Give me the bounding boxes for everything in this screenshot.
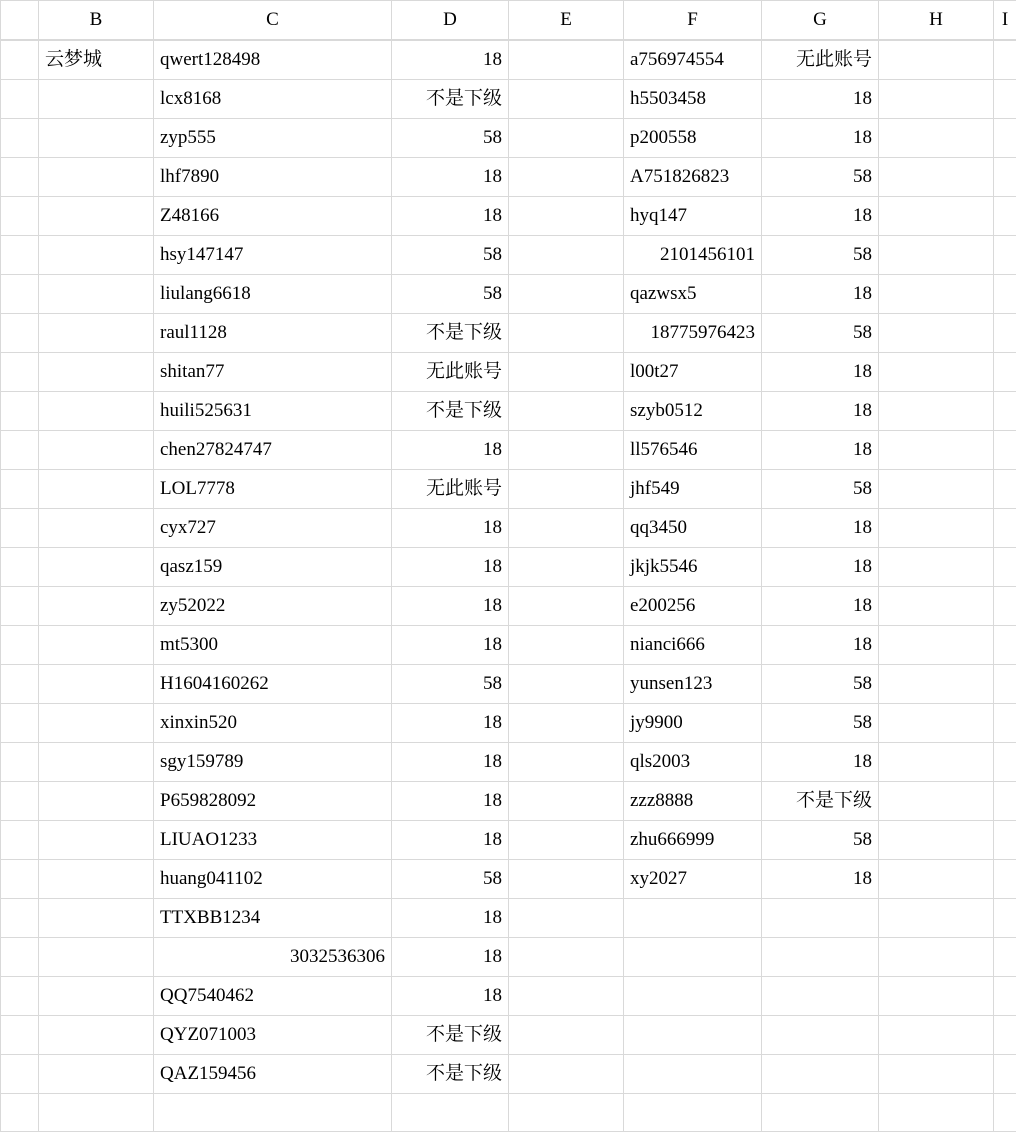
column-header-g[interactable]: G — [762, 1, 879, 40]
cell-col-a[interactable] — [1, 431, 39, 470]
cell-col-e[interactable] — [509, 860, 624, 899]
right-value-cell[interactable]: 不是下级 — [762, 782, 879, 821]
cell-col-e[interactable] — [509, 1016, 624, 1055]
cell-col-e[interactable] — [509, 431, 624, 470]
cell-col-e[interactable] — [509, 236, 624, 275]
cell-col-a[interactable] — [1, 158, 39, 197]
right-account-cell[interactable]: zhu666999 — [624, 821, 762, 860]
right-account-cell[interactable]: nianci666 — [624, 626, 762, 665]
cell-col-b[interactable] — [39, 587, 154, 626]
left-account-cell[interactable]: sgy159789 — [154, 743, 392, 782]
cell-col-h[interactable] — [879, 899, 994, 938]
left-account-cell[interactable]: shitan77 — [154, 353, 392, 392]
table-row — [1, 1055, 1016, 1094]
cell-col-b[interactable] — [39, 1016, 154, 1055]
cell-col-h[interactable] — [879, 1016, 994, 1055]
cell-col-a[interactable] — [1, 743, 39, 782]
right-account-cell[interactable] — [624, 899, 762, 938]
cell-col-b[interactable] — [39, 470, 154, 509]
left-value-cell[interactable]: 不是下级 — [392, 1016, 509, 1055]
table-row — [1, 158, 1016, 197]
table-row — [1, 665, 1016, 704]
cell-col-i[interactable] — [994, 1055, 1016, 1094]
right-value-cell[interactable]: 58 — [762, 236, 879, 275]
left-value-cell[interactable]: 18 — [392, 509, 509, 548]
cell-col-b[interactable] — [39, 431, 154, 470]
cell-col-a[interactable] — [1, 470, 39, 509]
left-value-cell[interactable]: 18 — [392, 548, 509, 587]
table-row — [1, 470, 1016, 509]
table-row — [1, 353, 1016, 392]
left-value-cell[interactable]: 无此账号 — [392, 353, 509, 392]
left-account-cell[interactable]: 3032536306 — [154, 938, 392, 977]
cell-partial[interactable] — [509, 1094, 624, 1132]
column-header-c[interactable]: C — [154, 1, 392, 40]
right-value-cell[interactable]: 18 — [762, 353, 879, 392]
cell-col-i[interactable] — [994, 665, 1016, 704]
left-value-cell[interactable]: 无此账号 — [392, 470, 509, 509]
table-row — [1, 548, 1016, 587]
right-account-cell[interactable]: A751826823 — [624, 158, 762, 197]
right-account-cell[interactable]: l00t27 — [624, 353, 762, 392]
right-account-cell[interactable]: 18775976423 — [624, 314, 762, 353]
cell-col-a[interactable] — [1, 236, 39, 275]
cell-partial[interactable] — [154, 1094, 392, 1132]
left-value-cell[interactable]: 18 — [392, 782, 509, 821]
right-account-cell[interactable]: qls2003 — [624, 743, 762, 782]
table-row — [1, 977, 1016, 1016]
right-value-cell[interactable]: 18 — [762, 587, 879, 626]
table-row-partial — [1, 1094, 1016, 1132]
cell-col-e[interactable] — [509, 41, 624, 80]
right-value-cell[interactable]: 18 — [762, 80, 879, 119]
right-account-cell[interactable]: hyq147 — [624, 197, 762, 236]
cell-col-a[interactable] — [1, 275, 39, 314]
left-value-cell[interactable]: 18 — [392, 743, 509, 782]
cell-col-b[interactable] — [39, 704, 154, 743]
cell-col-a[interactable] — [1, 119, 39, 158]
cell-col-e[interactable] — [509, 1055, 624, 1094]
right-account-cell[interactable]: a756974554 — [624, 41, 762, 80]
cell-col-i[interactable] — [994, 899, 1016, 938]
cell-partial[interactable] — [624, 1094, 762, 1132]
cell-col-b[interactable] — [39, 782, 154, 821]
cell-col-h[interactable] — [879, 626, 994, 665]
cell-col-h[interactable] — [879, 431, 994, 470]
left-account-cell[interactable]: chen27824747 — [154, 431, 392, 470]
cell-col-h[interactable] — [879, 743, 994, 782]
column-header-b[interactable]: B — [39, 1, 154, 40]
cell-col-i[interactable] — [994, 626, 1016, 665]
cell-col-b[interactable] — [39, 665, 154, 704]
right-account-cell[interactable] — [624, 938, 762, 977]
right-value-cell[interactable]: 无此账号 — [762, 41, 879, 80]
cell-col-a[interactable] — [1, 665, 39, 704]
column-header-a[interactable] — [1, 1, 39, 40]
cell-col-h[interactable] — [879, 470, 994, 509]
cell-col-b[interactable] — [39, 314, 154, 353]
table-row — [1, 782, 1016, 821]
cell-col-h[interactable] — [879, 119, 994, 158]
right-account-cell[interactable]: qq3450 — [624, 509, 762, 548]
cell-col-e[interactable] — [509, 119, 624, 158]
right-value-cell[interactable]: 58 — [762, 470, 879, 509]
cell-col-e[interactable] — [509, 743, 624, 782]
left-account-cell[interactable]: QQ7540462 — [154, 977, 392, 1016]
left-account-cell[interactable]: QAZ159456 — [154, 1055, 392, 1094]
right-value-cell[interactable]: 58 — [762, 704, 879, 743]
column-header-row — [1, 1, 1016, 40]
cell-col-i[interactable] — [994, 470, 1016, 509]
left-account-cell[interactable]: zy52022 — [154, 587, 392, 626]
cell-col-i[interactable] — [994, 821, 1016, 860]
cell-col-a[interactable] — [1, 626, 39, 665]
right-account-cell[interactable]: szyb0512 — [624, 392, 762, 431]
cell-col-e[interactable] — [509, 665, 624, 704]
right-value-cell[interactable]: 18 — [762, 119, 879, 158]
cell-col-e[interactable] — [509, 587, 624, 626]
table-row — [1, 197, 1016, 236]
cell-col-e[interactable] — [509, 197, 624, 236]
table-row — [1, 314, 1016, 353]
cell-col-i[interactable] — [994, 509, 1016, 548]
cell-col-h[interactable] — [879, 860, 994, 899]
right-value-cell[interactable]: 58 — [762, 665, 879, 704]
right-value-cell[interactable] — [762, 977, 879, 1016]
cell-col-a[interactable] — [1, 197, 39, 236]
cell-col-a[interactable] — [1, 860, 39, 899]
cell-col-h[interactable] — [879, 938, 994, 977]
left-account-cell[interactable]: mt5300 — [154, 626, 392, 665]
right-account-cell[interactable]: jhf549 — [624, 470, 762, 509]
left-account-cell[interactable]: cyx727 — [154, 509, 392, 548]
cell-partial[interactable] — [39, 1094, 154, 1132]
right-value-cell[interactable] — [762, 1055, 879, 1094]
cell-col-i[interactable] — [994, 119, 1016, 158]
left-value-cell[interactable]: 18 — [392, 977, 509, 1016]
left-account-cell[interactable]: liulang6618 — [154, 275, 392, 314]
cell-col-b[interactable] — [39, 392, 154, 431]
right-value-cell[interactable]: 18 — [762, 626, 879, 665]
left-value-cell[interactable]: 58 — [392, 275, 509, 314]
cell-col-h[interactable] — [879, 392, 994, 431]
right-value-cell[interactable]: 18 — [762, 275, 879, 314]
cell-col-e[interactable] — [509, 977, 624, 1016]
right-account-cell[interactable]: e200256 — [624, 587, 762, 626]
cell-partial[interactable] — [762, 1094, 879, 1132]
left-account-cell[interactable]: raul1128 — [154, 314, 392, 353]
table-row — [1, 743, 1016, 782]
cell-col-i[interactable] — [994, 353, 1016, 392]
table-row — [1, 899, 1016, 938]
right-account-cell[interactable]: jy9900 — [624, 704, 762, 743]
left-value-cell[interactable]: 不是下级 — [392, 1055, 509, 1094]
left-account-cell[interactable]: huili525631 — [154, 392, 392, 431]
cell-col-a[interactable] — [1, 1016, 39, 1055]
cell-col-e[interactable] — [509, 275, 624, 314]
table-body — [1, 1, 1016, 40]
cell-col-i[interactable] — [994, 782, 1016, 821]
cell-col-i[interactable] — [994, 314, 1016, 353]
left-value-cell[interactable]: 58 — [392, 119, 509, 158]
cell-col-e[interactable] — [509, 899, 624, 938]
cell-col-h[interactable] — [879, 665, 994, 704]
right-account-cell[interactable] — [624, 1016, 762, 1055]
rows-body — [1, 41, 1016, 1132]
right-value-cell[interactable]: 18 — [762, 860, 879, 899]
right-account-cell[interactable]: ll576546 — [624, 431, 762, 470]
cell-col-h[interactable] — [879, 275, 994, 314]
cell-col-e[interactable] — [509, 626, 624, 665]
cell-col-i[interactable] — [994, 80, 1016, 119]
cell-col-e[interactable] — [509, 704, 624, 743]
cell-col-e[interactable] — [509, 782, 624, 821]
left-account-cell[interactable]: hsy147147 — [154, 236, 392, 275]
cell-col-h[interactable] — [879, 236, 994, 275]
column-header-e[interactable]: E — [509, 1, 624, 40]
left-value-cell[interactable]: 不是下级 — [392, 314, 509, 353]
group-label-cell[interactable]: 云梦城 — [39, 41, 154, 80]
right-value-cell[interactable]: 18 — [762, 743, 879, 782]
cell-col-i[interactable] — [994, 1016, 1016, 1055]
left-account-cell[interactable]: zyp555 — [154, 119, 392, 158]
cell-col-a[interactable] — [1, 977, 39, 1016]
cell-col-i[interactable] — [994, 275, 1016, 314]
left-value-cell[interactable]: 18 — [392, 587, 509, 626]
table-row — [1, 80, 1016, 119]
cell-col-i[interactable] — [994, 860, 1016, 899]
cell-col-e[interactable] — [509, 548, 624, 587]
table-row — [1, 626, 1016, 665]
cell-col-h[interactable] — [879, 158, 994, 197]
cell-col-i[interactable] — [994, 197, 1016, 236]
cell-col-e[interactable] — [509, 470, 624, 509]
left-account-cell[interactable]: P659828092 — [154, 782, 392, 821]
right-value-cell[interactable] — [762, 938, 879, 977]
cell-col-h[interactable] — [879, 821, 994, 860]
cell-col-b[interactable] — [39, 860, 154, 899]
cell-col-b[interactable] — [39, 353, 154, 392]
table-row — [1, 587, 1016, 626]
cell-col-e[interactable] — [509, 392, 624, 431]
table-row — [1, 821, 1016, 860]
cell-col-b[interactable] — [39, 80, 154, 119]
cell-col-b[interactable] — [39, 626, 154, 665]
cell-col-b[interactable] — [39, 743, 154, 782]
left-account-cell[interactable]: QYZ071003 — [154, 1016, 392, 1055]
left-account-cell[interactable]: Z48166 — [154, 197, 392, 236]
table-row — [1, 860, 1016, 899]
cell-col-a[interactable] — [1, 548, 39, 587]
cell-col-i[interactable] — [994, 236, 1016, 275]
right-value-cell[interactable]: 58 — [762, 158, 879, 197]
cell-col-a[interactable] — [1, 314, 39, 353]
cell-col-h[interactable] — [879, 509, 994, 548]
table-row — [1, 1016, 1016, 1055]
left-value-cell[interactable]: 18 — [392, 431, 509, 470]
right-value-cell[interactable] — [762, 899, 879, 938]
left-value-cell[interactable]: 18 — [392, 626, 509, 665]
cell-col-a[interactable] — [1, 782, 39, 821]
cell-col-h[interactable] — [879, 314, 994, 353]
table-row — [1, 431, 1016, 470]
cell-col-h[interactable] — [879, 548, 994, 587]
left-value-cell[interactable]: 58 — [392, 860, 509, 899]
left-account-cell[interactable]: lhf7890 — [154, 158, 392, 197]
left-account-cell[interactable]: LOL7778 — [154, 470, 392, 509]
right-account-cell[interactable]: 2101456101 — [624, 236, 762, 275]
cell-col-h[interactable] — [879, 197, 994, 236]
cell-col-b[interactable] — [39, 899, 154, 938]
left-account-cell[interactable]: qasz159 — [154, 548, 392, 587]
left-value-cell[interactable]: 18 — [392, 704, 509, 743]
cell-partial[interactable] — [1, 1094, 39, 1132]
table-row — [1, 509, 1016, 548]
left-value-cell[interactable]: 18 — [392, 197, 509, 236]
left-account-cell[interactable]: qwert128498 — [154, 41, 392, 80]
cell-col-e[interactable] — [509, 158, 624, 197]
cell-col-i[interactable] — [994, 41, 1016, 80]
cell-col-i[interactable] — [994, 704, 1016, 743]
right-value-cell[interactable]: 58 — [762, 821, 879, 860]
cell-col-i[interactable] — [994, 743, 1016, 782]
left-value-cell[interactable]: 18 — [392, 821, 509, 860]
right-value-cell[interactable]: 18 — [762, 509, 879, 548]
left-value-cell[interactable]: 18 — [392, 41, 509, 80]
cell-col-i[interactable] — [994, 587, 1016, 626]
cell-col-e[interactable] — [509, 938, 624, 977]
cell-col-i[interactable] — [994, 392, 1016, 431]
right-account-cell[interactable]: yunsen123 — [624, 665, 762, 704]
cell-col-b[interactable] — [39, 158, 154, 197]
cell-col-e[interactable] — [509, 821, 624, 860]
right-value-cell[interactable]: 18 — [762, 431, 879, 470]
cell-col-b[interactable] — [39, 236, 154, 275]
cell-col-a[interactable] — [1, 587, 39, 626]
table-row — [1, 236, 1016, 275]
cell-col-i[interactable] — [994, 158, 1016, 197]
cell-col-b[interactable] — [39, 509, 154, 548]
cell-col-a[interactable] — [1, 353, 39, 392]
cell-col-a[interactable] — [1, 392, 39, 431]
cell-col-a[interactable] — [1, 80, 39, 119]
table-row — [1, 704, 1016, 743]
right-account-cell[interactable]: zzz8888 — [624, 782, 762, 821]
left-value-cell[interactable]: 不是下级 — [392, 80, 509, 119]
cell-col-a[interactable] — [1, 938, 39, 977]
left-value-cell[interactable]: 18 — [392, 158, 509, 197]
right-account-cell[interactable] — [624, 977, 762, 1016]
left-account-cell[interactable]: LIUAO1233 — [154, 821, 392, 860]
data-rows-table — [0, 40, 1016, 1132]
cell-col-a[interactable] — [1, 821, 39, 860]
left-value-cell[interactable]: 58 — [392, 236, 509, 275]
cell-col-b[interactable] — [39, 275, 154, 314]
cell-col-h[interactable] — [879, 782, 994, 821]
right-account-cell[interactable]: h5503458 — [624, 80, 762, 119]
left-account-cell[interactable]: TTXBB1234 — [154, 899, 392, 938]
cell-col-i[interactable] — [994, 431, 1016, 470]
right-value-cell[interactable]: 18 — [762, 548, 879, 587]
cell-col-b[interactable] — [39, 548, 154, 587]
table-row — [1, 119, 1016, 158]
right-value-cell[interactable] — [762, 1016, 879, 1055]
right-value-cell[interactable]: 18 — [762, 392, 879, 431]
right-account-cell[interactable]: p200558 — [624, 119, 762, 158]
cell-col-i[interactable] — [994, 977, 1016, 1016]
left-account-cell[interactable]: huang041102 — [154, 860, 392, 899]
column-header-h[interactable]: H — [879, 1, 994, 40]
cell-col-e[interactable] — [509, 509, 624, 548]
cell-col-h[interactable] — [879, 1055, 994, 1094]
cell-col-b[interactable] — [39, 977, 154, 1016]
cell-partial[interactable] — [392, 1094, 509, 1132]
left-value-cell[interactable]: 18 — [392, 899, 509, 938]
right-account-cell[interactable]: jkjk5546 — [624, 548, 762, 587]
left-value-cell[interactable]: 58 — [392, 665, 509, 704]
cell-col-e[interactable] — [509, 80, 624, 119]
cell-col-a[interactable] — [1, 899, 39, 938]
cell-col-a[interactable] — [1, 41, 39, 80]
cell-col-i[interactable] — [994, 548, 1016, 587]
table-row — [1, 938, 1016, 977]
table-row — [1, 275, 1016, 314]
cell-col-b[interactable] — [39, 119, 154, 158]
column-header-i[interactable]: I — [994, 1, 1016, 40]
right-account-cell[interactable]: xy2027 — [624, 860, 762, 899]
cell-col-h[interactable] — [879, 41, 994, 80]
cell-col-h[interactable] — [879, 704, 994, 743]
table-row — [1, 392, 1016, 431]
left-value-cell[interactable]: 不是下级 — [392, 392, 509, 431]
table-row — [1, 41, 1016, 80]
left-account-cell[interactable]: lcx8168 — [154, 80, 392, 119]
column-header-d[interactable]: D — [392, 1, 509, 40]
right-account-cell[interactable]: qazwsx5 — [624, 275, 762, 314]
cell-col-b[interactable] — [39, 821, 154, 860]
left-account-cell[interactable]: xinxin520 — [154, 704, 392, 743]
cell-col-h[interactable] — [879, 977, 994, 1016]
right-account-cell[interactable] — [624, 1055, 762, 1094]
data-table — [0, 0, 1016, 40]
left-account-cell[interactable]: H1604160262 — [154, 665, 392, 704]
cell-partial[interactable] — [994, 1094, 1016, 1132]
cell-col-e[interactable] — [509, 353, 624, 392]
cell-col-h[interactable] — [879, 587, 994, 626]
cell-col-a[interactable] — [1, 509, 39, 548]
column-header-f[interactable]: F — [624, 1, 762, 40]
cell-col-a[interactable] — [1, 1055, 39, 1094]
cell-col-a[interactable] — [1, 704, 39, 743]
cell-col-h[interactable] — [879, 353, 994, 392]
cell-col-b[interactable] — [39, 1055, 154, 1094]
right-value-cell[interactable]: 58 — [762, 314, 879, 353]
cell-col-b[interactable] — [39, 197, 154, 236]
left-value-cell[interactable]: 18 — [392, 938, 509, 977]
cell-col-i[interactable] — [994, 938, 1016, 977]
cell-col-e[interactable] — [509, 314, 624, 353]
cell-col-h[interactable] — [879, 80, 994, 119]
right-value-cell[interactable]: 18 — [762, 197, 879, 236]
cell-partial[interactable] — [879, 1094, 994, 1132]
cell-col-b[interactable] — [39, 938, 154, 977]
